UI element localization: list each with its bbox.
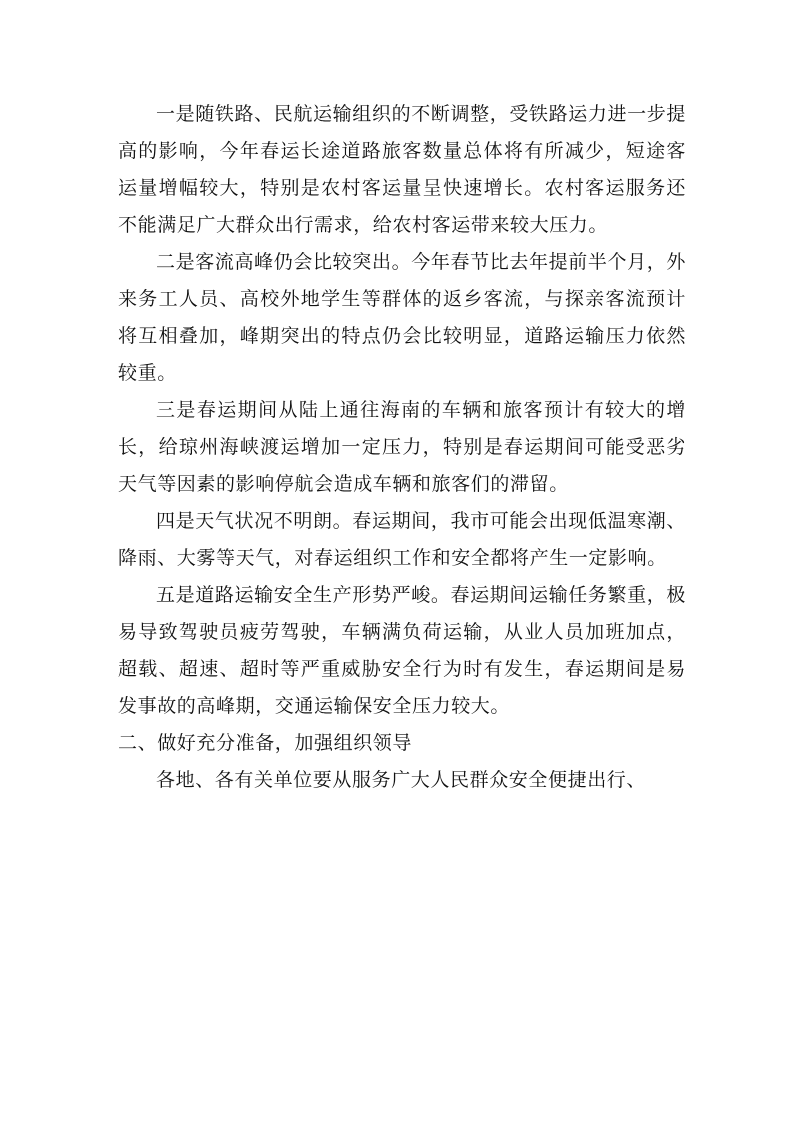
paragraph-6: 各地、各有关单位要从服务广大人民群众安全便捷出行、 [156,769,647,791]
paragraph-2: 二是客流高峰仍会比较突出。今年春节比去年提前半个月，外来务工人员、高校外地学生等群体的返乡客流，与探亲客流预计将互相叠加，峰期突出的特点仍会比较明显，道路运输压力依然较重。 [118,251,686,384]
document-body [118,96,686,799]
paragraph-4: 四是天气状况不明朗。春运期间，我市可能会出现低温寒潮、降雨、大雾等天气，对春运组织工作和安全都将产生一定影响。 [118,510,686,569]
paragraph-1: 一是随铁路、民航运输组织的不断调整，受铁路运力进一步提高的影响，今年春运长途道路旅客数量总体将有所减少，短途客运量增幅较大，特别是农村客运量呈快速增长。农村客运服务还不能满足广大群众出行需求，给农村客运带来较大压力。 [118,103,686,236]
paragraph-3: 三是春运期间从陆上通往海南的车辆和旅客预计有较大的增长，给琼州海峡渡运增加一定压力，特别是春运期间可能受恶劣天气等因素的影响停航会造成车辆和旅客们的滞留。 [118,399,686,495]
paragraph-5: 五是道路运输安全生产形势严峻。春运期间运输任务繁重，极易导致驾驶员疲劳驾驶，车辆满负荷运输，从业人员加班加点，超载、超速、超时等严重威胁安全行为时有发生，春运期间是易发事故的高峰期，交通运输保安全压力较大。 [118,584,686,717]
section-heading: 二、做好充分准备，加强组织领导 [118,732,413,754]
